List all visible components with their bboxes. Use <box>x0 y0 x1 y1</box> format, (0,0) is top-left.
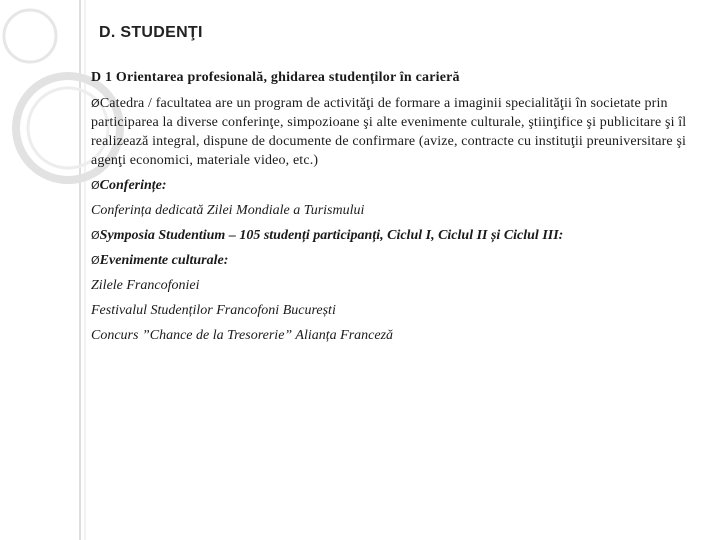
cultural-item: Zilele Francofoniei <box>91 278 200 293</box>
section-heading: D 1 Orientarea profesională, ghidarea studenților în carieră <box>91 70 460 85</box>
arrow-bullet-icon: Ø <box>91 254 100 267</box>
arrow-bullet-icon: Ø <box>91 97 100 110</box>
symposia-bullet <box>91 226 691 245</box>
slide-content <box>91 68 691 345</box>
slide-title: D. STUDENŢI <box>99 24 203 41</box>
intro-text: Catedra / facultatea are un program de activităţi de formare a imaginii specialităţii în societate prin participarea la diverse conferinţe, simpozioane şi alte evenimente culturale, ştiinţifice şi publicitare şi îl realizează integral, dispune de documente de confirmare (avize, contracte cu instituţii preuniversitare şi agenţi economici, materiale video, etc.) <box>91 96 687 168</box>
conferences-label: Conferințe: <box>99 178 167 193</box>
cultural-item: Concurs ”Chance de la Tresorerie” Alianța Franceză <box>91 328 394 343</box>
conferences-bullet <box>91 176 691 195</box>
intro-bullet <box>91 94 691 170</box>
conference-item: Conferința dedicată Zilei Mondiale a Turismului <box>91 203 365 218</box>
symposia-label: Symposia Studentium – 105 studenți participanți, Ciclul I, Ciclul II și Ciclul III: <box>99 228 564 243</box>
cultural-label: Evenimente culturale: <box>99 253 229 268</box>
cultural-item: Festivalul Studenților Francofoni București <box>91 303 336 318</box>
cultural-bullet <box>91 251 691 270</box>
arrow-bullet-icon: Ø <box>91 229 100 242</box>
arrow-bullet-icon: Ø <box>91 179 100 192</box>
